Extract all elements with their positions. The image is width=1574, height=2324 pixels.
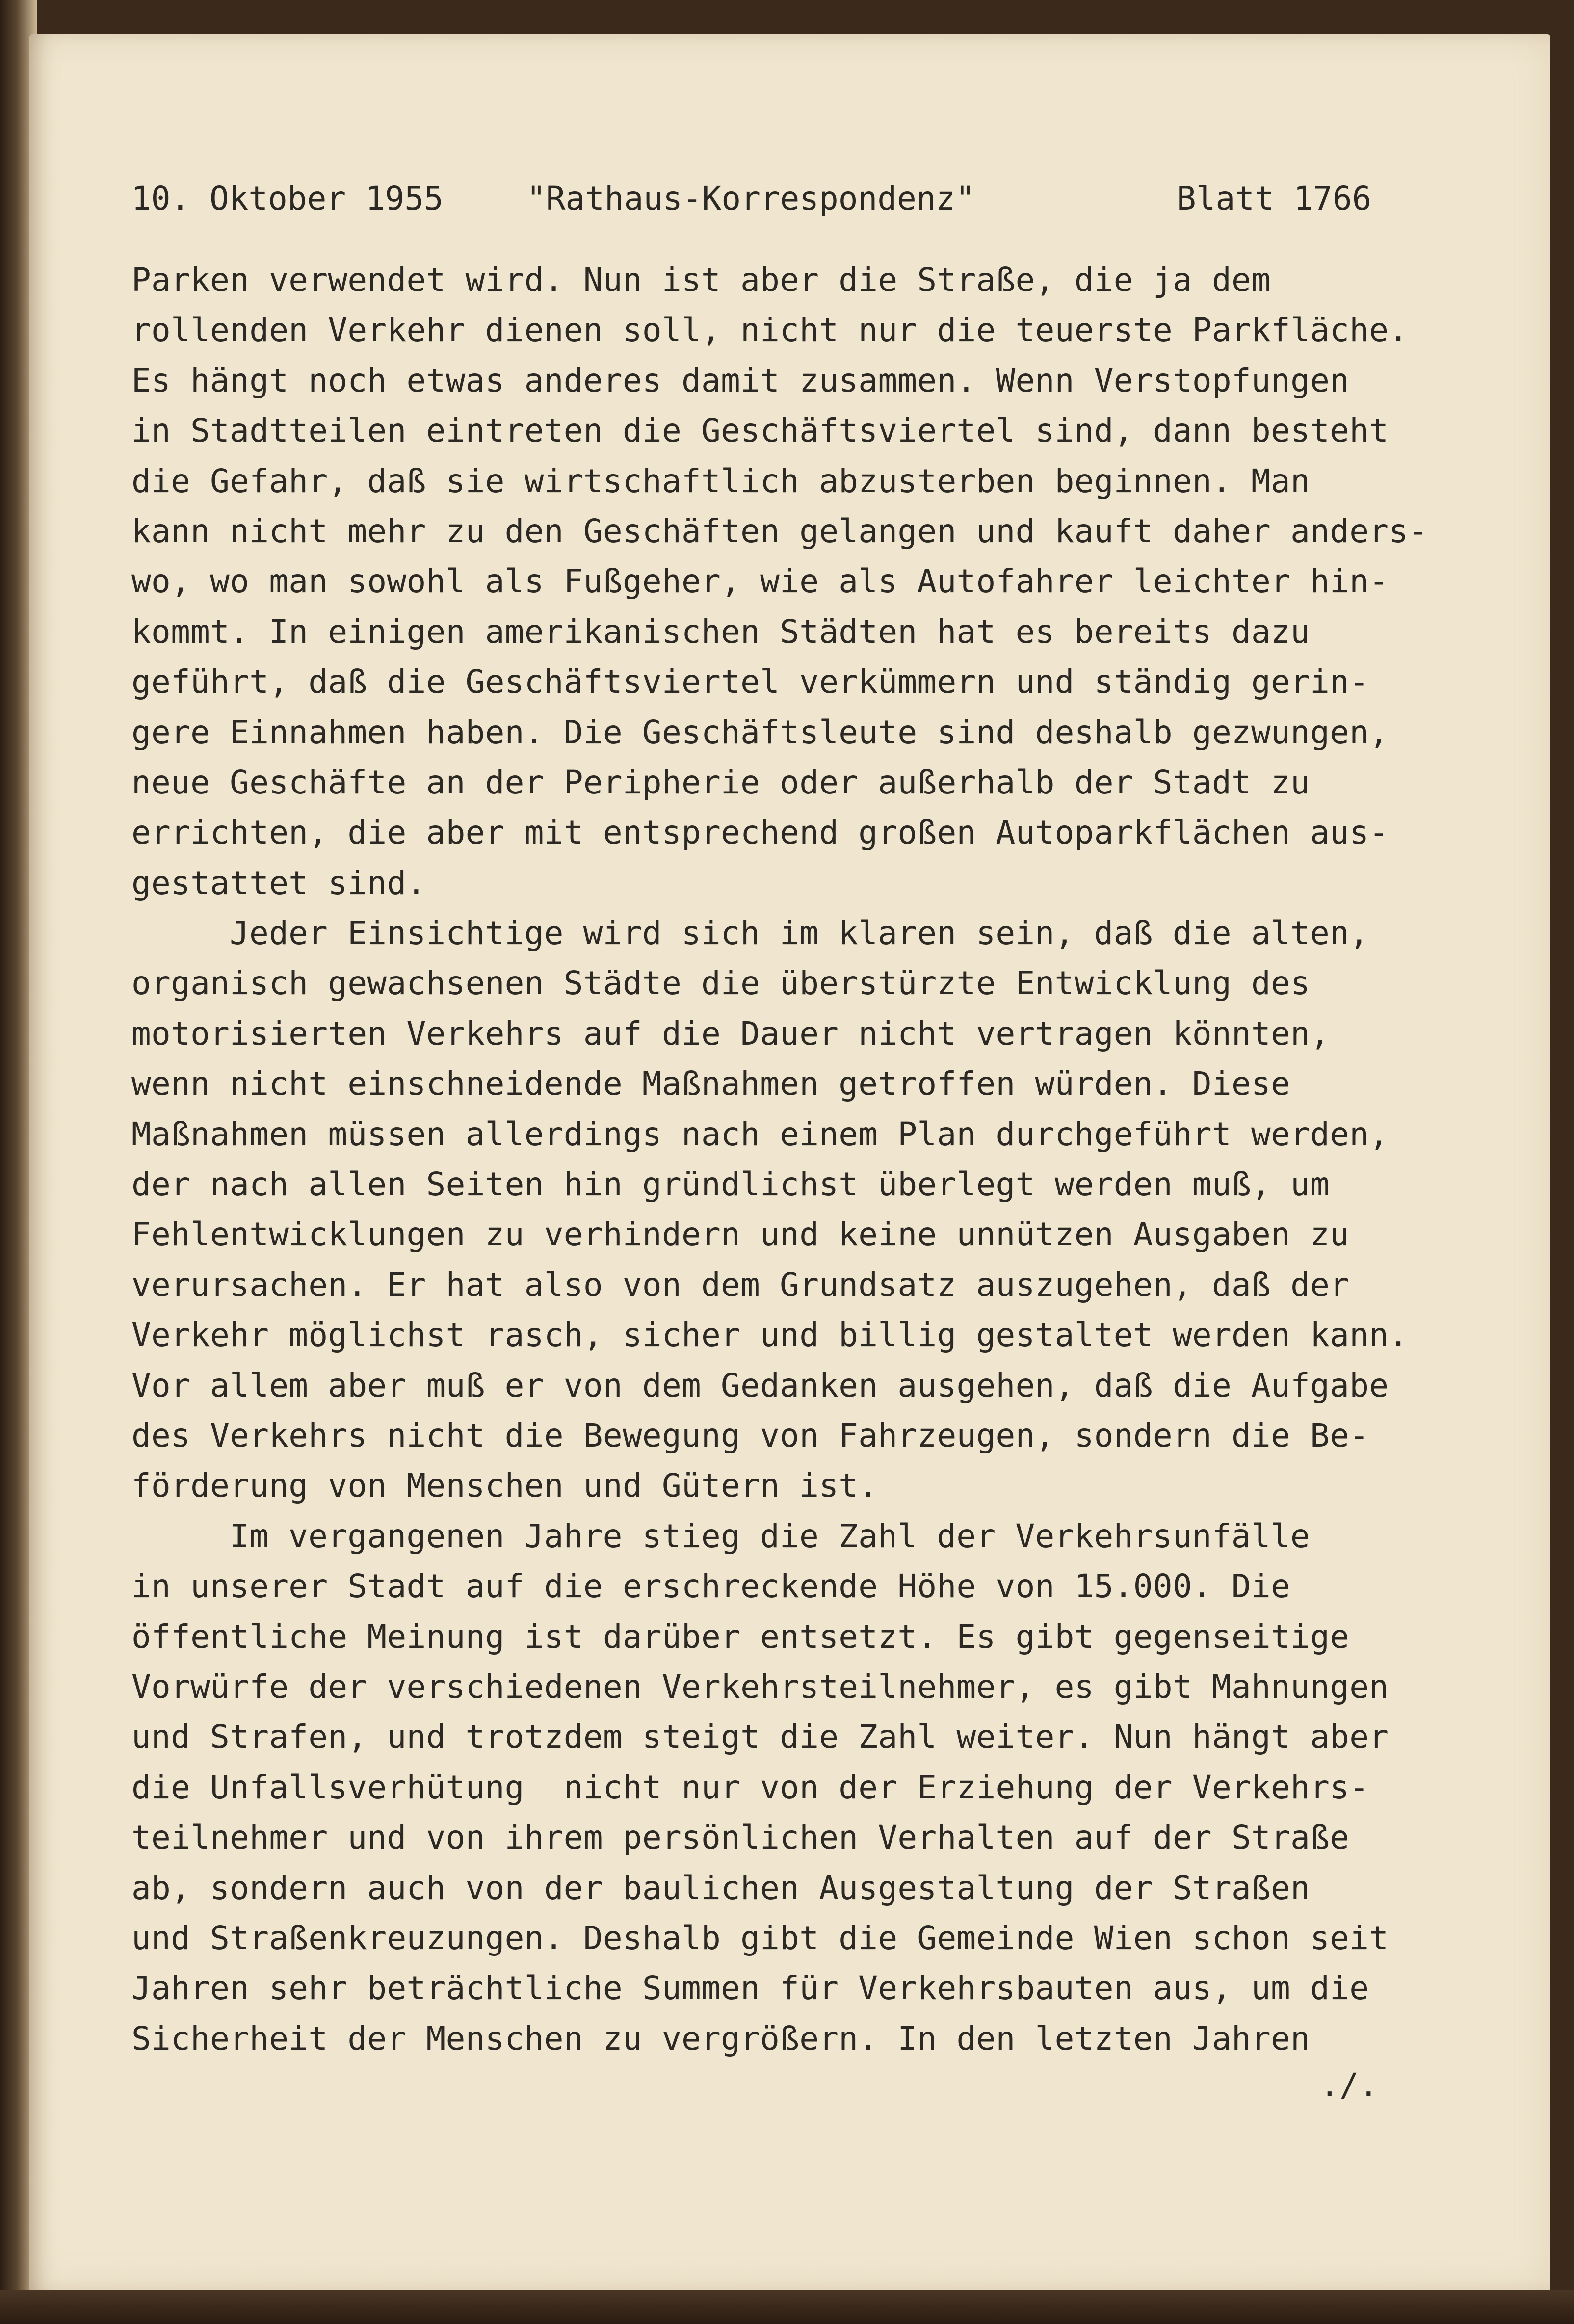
text-line: Es hängt noch etwas anderes damit zusammen. Wenn Verstopfungen xyxy=(131,361,1350,399)
text-line: wenn nicht einschneidende Maßnahmen getroffen würden. Diese xyxy=(131,1065,1291,1103)
text-line: kann nicht mehr zu den Geschäften gelangen und kauft daher anders- xyxy=(131,512,1428,550)
text-line: kommt. In einigen amerikanischen Städten hat es bereits dazu xyxy=(131,612,1311,651)
text-line: des Verkehrs nicht die Bewegung von Fahrzeugen, sondern die Be- xyxy=(131,1416,1369,1454)
text-line: Vor allem aber muß er von dem Gedanken ausgehen, daß die Aufgabe xyxy=(131,1366,1389,1404)
text-line: förderung von Menschen und Gütern ist. xyxy=(131,1467,878,1505)
text-line: öffentliche Meinung ist darüber entsetzt. Es gibt gegenseitige xyxy=(131,1617,1350,1656)
text-line: Maßnahmen müssen allerdings nach einem Plan durchgeführt werden, xyxy=(131,1115,1389,1153)
text-line: Parken verwendet wird. Nun ist aber die Straße, die ja dem xyxy=(131,261,1271,299)
text-line: die Unfallsverhütung nicht nur von der Erziehung der Verkehrs- xyxy=(131,1768,1369,1806)
header-sheet-number: Blatt 1766 xyxy=(1177,180,1372,217)
text-line: verursachen. Er hat also von dem Grundsatz auszugehen, daß der xyxy=(131,1266,1350,1304)
text-line: in unserer Stadt auf die erschreckende Höhe von 15.000. Die xyxy=(131,1567,1291,1606)
page-header xyxy=(131,177,1388,221)
text-line: der nach allen Seiten hin gründlichst überlegt werden muß, um xyxy=(131,1165,1330,1204)
text-line: Vorwürfe der verschiedenen Verkehrsteilnehmer, es gibt Mahnungen xyxy=(131,1667,1389,1706)
text-line: gere Einnahmen haben. Die Geschäftsleute sind deshalb gezwungen, xyxy=(131,713,1389,751)
text-line: Jahren sehr beträchtliche Summen für Verkehrsbauten aus, um die xyxy=(131,1969,1369,2007)
text-line: die Gefahr, daß sie wirtschaftlich abzusterben beginnen. Man xyxy=(131,462,1311,500)
body-text xyxy=(131,255,1466,2064)
text-line: ab, sondern auch von der baulichen Ausgestaltung der Straßen xyxy=(131,1869,1311,1907)
text-line: organisch gewachsenen Städte die überstürzte Entwicklung des xyxy=(131,964,1311,1003)
text-line: wo, wo man sowohl als Fußgeher, wie als Autofahrer leichter hin- xyxy=(131,562,1389,601)
page-bottom-edge xyxy=(0,2290,1574,2324)
text-line: in Stadtteilen eintreten die Geschäftsviertel sind, dann besteht xyxy=(131,412,1389,450)
text-line: teilnehmer und von ihrem persönlichen Verhalten auf der Straße xyxy=(131,1819,1350,1857)
text-line: rollenden Verkehr dienen soll, nicht nur die teuerste Parkfläche. xyxy=(131,311,1409,349)
header-title: "Rathaus-Korrespondenz" xyxy=(526,180,975,217)
text-line: gestattet sind. xyxy=(131,864,426,902)
text-line: und Strafen, und trotzdem steigt die Zahl weiter. Nun hängt aber xyxy=(131,1718,1389,1756)
text-line: errichten, die aber mit entsprechend großen Autoparkflächen aus- xyxy=(131,814,1389,852)
text-line: motorisierten Verkehrs auf die Dauer nicht vertragen könnten, xyxy=(131,1014,1330,1053)
text-line: Sicherheit der Menschen zu vergrößern. In den letzten Jahren xyxy=(131,2019,1311,2058)
text-line: neue Geschäfte an der Peripherie oder außerhalb der Stadt zu xyxy=(131,763,1311,801)
text-line: Verkehr möglichst rasch, sicher und billig gestaltet werden kann. xyxy=(131,1316,1409,1354)
paragraph-first-line: Im vergangenen Jahre stieg die Zahl der Verkehrsunfälle xyxy=(230,1517,1310,1555)
text-line: geführt, daß die Geschäftsviertel verkümmern und ständig gerin- xyxy=(131,663,1369,701)
text-line: Fehlentwicklungen zu verhindern und keine unnützen Ausgaben zu xyxy=(131,1215,1350,1254)
text-line: und Straßenkreuzungen. Deshalb gibt die Gemeinde Wien schon seit xyxy=(131,1919,1389,1957)
header-date: 10. Oktober 1955 xyxy=(131,180,444,217)
paragraph-first-line: Jeder Einsichtige wird sich im klaren sein, daß die alten, xyxy=(230,914,1369,952)
continuation-mark: ./. xyxy=(1320,2066,1379,2104)
